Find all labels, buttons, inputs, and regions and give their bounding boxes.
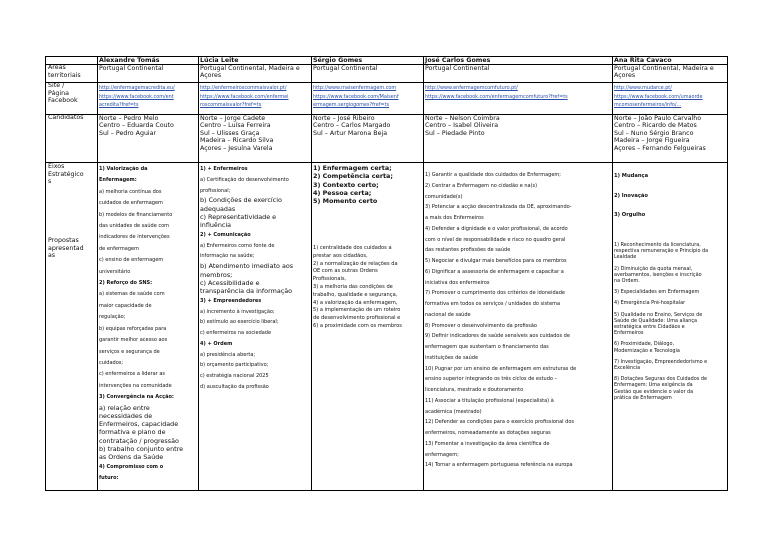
site-cell	[311, 83, 423, 114]
website-link[interactable]: http://www.mudarce.pt/	[614, 85, 672, 91]
sergio-gomes-propostas: 1) centralidade dos cuidados a prestar aos cidadãos, 2) a normalização de relações da OE com as outras Ordens Profissionais, 3) a melhoria das condições de trabalho, qualidade e segurança, 4) a valorização da enfermagem, 5) a implementação de um roteiro de desenvolvimento profissional e 6) a proximidade com os membros	[313, 245, 402, 329]
candidates-cell: Norte – João Paulo Carvalho Centro – Ricardo de Matos Sul – Nuno Sérgio Branco Madeira – Jorge Figueira Açores – Fernando Felgueiras	[614, 115, 706, 152]
row-label-candidatos: Candidatos	[48, 114, 84, 121]
site-cell	[97, 83, 198, 114]
row-label-eixos: Eixos Estratégico s	[48, 163, 84, 186]
facebook-link-continued[interactable]: roscommaisvalor?fref=ts	[200, 102, 262, 109]
site-cell	[423, 83, 612, 114]
facebook-link[interactable]: https://www.facebook.com/Maisenf	[313, 93, 399, 100]
header-sergio-gomes: Sérgio Gomes	[313, 57, 363, 64]
proposal-item: 6) Proximidade, Diálogo, Modernização e Tecnologia	[614, 341, 680, 354]
facebook-link[interactable]: https://www.facebook.com/enfermei	[200, 93, 289, 100]
site-cell	[612, 83, 728, 114]
site-cell	[198, 83, 311, 114]
header-jose-carlos-gomes: José Carlos Gomes	[425, 57, 491, 64]
areas-cell: Portugal Continental, Madeira e Açores	[200, 65, 300, 80]
alexandre-tomas-program: 1) Valorização da Enfermagem: a) melhoria contínua dos cuidados de enfermagem b) modelos de financiamento das unidades de saúde com indicadores de intervenções de enfermagem c) ensino de enfermagem universitário 2) Reforço do SNS: a) sistemas de saúde com maior capacidade de regulação; b) equipas reforçadas para garantir melhor acesso aos serviços e segurança de cuidados; c) enfermeiros a liderar as intervenções na comunidade 3) Convergência na Acção: a) relação entre necessidades de Enfermeiros, capacidade formativa e plano de contratação / progressão b) trabalho conjunto entre as Ordens da Saúde 4) Compromisso com o futuro:	[99, 166, 184, 482]
website-link[interactable]: http://www.enfermagemcomfuturo.pt/	[425, 85, 518, 91]
facebook-link-continued[interactable]: mcomosenfermeiros/info/...	[614, 102, 682, 109]
candidates-cell: Norte – Nelson Coimbra Centro – Isabel Oliveira Sul – Piedade Pinto	[425, 115, 500, 137]
candidates-cell: Norte – José Ribeiro Centro – Carlos Margado Sul – Artur Marona Beja	[313, 115, 391, 137]
header-lucia-leite: Lúcia Leite	[200, 57, 239, 64]
facebook-link-continued[interactable]: acredita?fref=ts	[99, 102, 139, 109]
website-link[interactable]: http://www.maisenfermagem.com	[313, 85, 397, 91]
areas-cell: Portugal Continental	[99, 65, 164, 72]
header-ana-rita-cavaco: Ana Rita Cavaco	[614, 57, 672, 64]
proposal-item: 4) Emergência Pré-hospitalar	[614, 300, 686, 307]
row-label-site: Site / Página Facebook	[48, 82, 78, 105]
facebook-link[interactable]: https://www.facebook.com/ent	[99, 93, 174, 100]
candidates-cell: Norte – Jorge Cadete Centro – Luísa Ferreira Sul – Ulisses Graça Madeira – Ricardo Silva Açores – Jesuína Varela	[200, 115, 274, 152]
facebook-link[interactable]: https://www.facebook.com/umaorde	[614, 93, 703, 100]
proposal-item: 3) Especialidades em Enfermagem	[614, 289, 700, 296]
areas-cell: Portugal Continental	[313, 65, 378, 72]
proposal-item: 1) Reconhecimento da licenciatura, respectiva remuneração e Princípio da Lealdade	[614, 242, 709, 261]
proposal-item: 7) Investigação, Empreendedorismo e Excelência	[614, 358, 708, 372]
lucia-leite-program: 1) + Enfermeiros a) Certificação do desenvolvimento profissional; b) Condições de exercício adequadas c) Representatividade e influência 2) + Comunicação a) Enfermeiros como fonte de informação na saúde; b) Atendimento imediato aos membros; c) Acessibilidade e transparência da informação 3) + Empreendedores a) incremento à investigação; b) estímulo ao exercício liberal; c) enfermeiros na sociedade 4) + Ordem a) presidência aberta; b) orçamento participativo; c) estratégia nacional 2025 d) auscultação da profissão	[200, 166, 294, 390]
sergio-gomes-eixos: 1) Enfermagem certa; 2) Competência certa; 3) Contexto certo; 4) Pessoa certa; 5) Momento certo	[313, 164, 393, 206]
jose-carlos-gomes-program: 1) Garantir a qualidade dos cuidados de Enfermagem; 2) Centrar a Enfermagem no cidadão e na(s) comunidade(s) 3) Potenciar a acção descentralizada da OE, aproximando- a mais dos Enfermeiros 4) Defender a dignidade e o valor profissional, de acordo com o nível de responsabilidade e risco no quadro geral das restantes profissões de saúde 5) Negociar e divulgar mais benefícios para os membros 6) Dignificar a assessoria de enfermagem e capacitar a iniciativa dos enfermeiros 7) Promover o cumprimento dos critérios de idoneidade formativa em todos os serviços / unidades do sistema nacional de saúde 8) Promover o desenvolvimento da profissão 9) Definir indicadores de saúde sensíveis aos cuidados de enfermagem que sustentam o financiamento das instituições de saúde 10) Pugnar por um ensino de enfermagem em estruturas de ensino superior integrando os três ciclos de estudo – licenciatura, mestrado e doutoramento 11) Associar a titulação profissional (especialista) à académica (mestrado) 12) Defender as condições para o exercício profissional dos enfermeiros, nomeadamente as dotações seguras 13) Fomentar a investigação da área científica de enfermagem; 14) Tornar a enfermagem portuguesa referência na europa	[425, 172, 577, 469]
website-link[interactable]: http://enfermagemacredita.eu/	[99, 85, 175, 91]
website-link[interactable]: http://enfermeiroscommaisvalor.pt/	[200, 85, 287, 91]
proposal-item: 5) Qualidade no Ensino, Serviços de Saúde de Qualidade: Uma aliança estratégica entre Cidadãos e Enfermeiros	[614, 311, 703, 337]
row-label-areas: Áreas territoriais	[48, 64, 81, 79]
ana-rita-cavaco-propostas	[612, 242, 728, 491]
facebook-link-continued[interactable]: ermagem.sergiogomes?fref=ts	[313, 102, 389, 109]
proposal-item: 2) Diminuição da quota mensal, averbamentos, isenções e inscrição na Ordem.	[614, 265, 702, 285]
proposal-item: 8) Dotações Seguras dos Cuidados de Enfermagem: Uma exigência da Gestão que evidencie o valor da prática de Enfermagem	[614, 376, 707, 401]
facebook-link[interactable]: https://www.facebook.com/enfermagemcomfuturo?fref=ts	[425, 93, 568, 100]
header-alexandre-tomas: Alexandre Tomás	[99, 57, 160, 64]
areas-cell: Portugal Continental	[425, 65, 490, 72]
row-label-propostas: Propostas apresentad as	[48, 237, 84, 260]
areas-cell: Portugal Continental, Madeira e Açores	[614, 65, 714, 80]
comparison-table	[45, 56, 728, 491]
candidates-cell: Norte – Pedro Melo Centro – Eduarda Couto Sul – Pedro Aguiar	[99, 115, 174, 137]
ana-rita-cavaco-eixos: 1) Mudança 2) Inovação 3) Orgulho	[614, 173, 649, 218]
